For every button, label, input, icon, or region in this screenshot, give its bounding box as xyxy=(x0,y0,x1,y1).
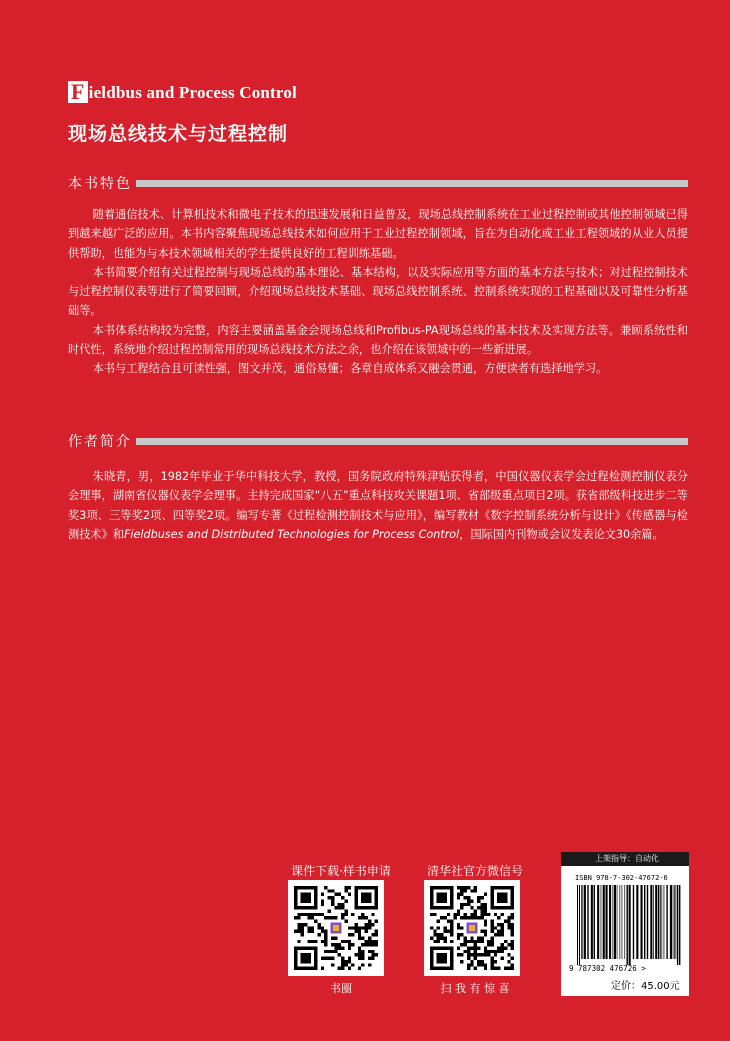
qr-label-courseware: 课件下载·样书申请 xyxy=(291,864,391,878)
isbn-number: ISBN 978-7-302-47672-6 xyxy=(575,874,668,882)
qr-caption-scan: 扫 我 有 惊 喜 xyxy=(440,982,510,995)
english-title xyxy=(68,81,297,103)
features-paragraph: 本书简要介绍有关过程控制与现场总线的基本理论、基本结构，以及实际应用等方面的基本方法与技术；对过程控制技术与过程控制仪表等进行了简要回顾，介绍现场总线技术基础、现场总线控制系统、控制系统实现的工程基础以及可靠性分析基础等。 xyxy=(68,265,688,318)
features-section-header xyxy=(68,173,688,193)
barcode-icon xyxy=(575,885,683,965)
features-paragraph: 本书与工程结合且可读性强，图文并茂，通俗易懂；各章自成体系又融会贯通，方便读者有选择地学习。 xyxy=(92,362,608,376)
author-bio xyxy=(68,467,688,544)
section-divider-bar xyxy=(136,180,688,187)
author-bio-text-end: ，国际国内刊物或会议发表论文30余篇。 xyxy=(459,527,664,541)
isbn-barcode-panel xyxy=(561,852,689,996)
section-divider-bar xyxy=(136,438,688,445)
title-initial-badge: F xyxy=(68,81,88,103)
chinese-title: 现场总线技术与过程控制 xyxy=(68,123,289,145)
shelf-category: 上架指导：自动化 xyxy=(561,852,689,866)
barcode-digits: 9 787302 476726 > xyxy=(569,964,646,973)
author-bio-text: 朱晓青，男，1982年毕业于华中科技大学，教授，国务院政府特殊津贴获得者，中国仪器仪表学会过程检测控制仪表分会理事，湖南省仪器仪表学会理事。主持完成国家“八五”重点科技攻关课题1项、省部级重点项目2项。获省部级科技进步二等奖3项、三等奖2项、四等奖2项。编写专著《过程检测控制技术与应用》，编写教材《数字控制系统分析与设计》《传感器与检测技术》和 xyxy=(68,470,688,541)
qr-label-wechat: 清华社官方微信号 xyxy=(426,864,523,878)
english-title-text: ieldbus and Process Control xyxy=(88,83,297,102)
author-bio-paragraph xyxy=(68,467,688,544)
features-heading: 本书特色 xyxy=(68,176,132,192)
author-section-header xyxy=(68,431,688,451)
features-paragraph: 随着通信技术、计算机技术和微电子技术的迅速发展和日益普及，现场总线控制系统在工业过程控制或其他控制领域已得到越来越广泛的应用。本书内容聚焦现场总线技术如何应用于工业过程控制领域，旨在为自动化或工业工程领域的从业人员提供帮助，也能为与本技术领域相关的学生提供良好的工程训练基础。 xyxy=(68,208,688,260)
qr-caption-shuquan: 书圈 xyxy=(330,982,352,995)
features-paragraph: 本书体系结构较为完整，内容主要涵盖基金会现场总线和Profibus-PA现场总线的基本技术及实现方法等。兼顾系统性和时代性，系统地介绍过程控制常用的现场总线技术方法之余，也介绍在该领域中的一些新进展。 xyxy=(68,323,688,357)
qr-code-icon[interactable] xyxy=(424,880,520,976)
author-bio-english-book: Fieldbuses and Distributed Technologies for Process Control xyxy=(123,527,460,541)
features-text xyxy=(68,205,688,379)
qr-code-icon[interactable] xyxy=(288,880,384,976)
author-heading: 作者简介 xyxy=(68,434,132,450)
price-label: 定价：45.00元 xyxy=(611,981,680,992)
